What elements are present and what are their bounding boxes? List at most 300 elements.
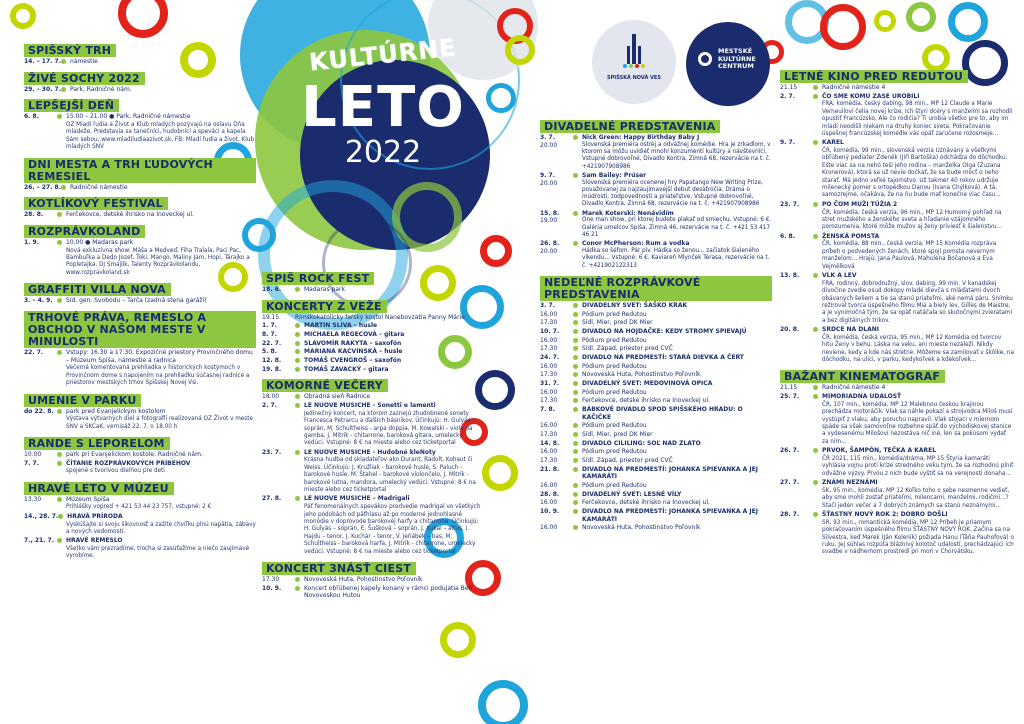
event-row bbox=[540, 134, 772, 171]
film-date: 27. 7. bbox=[780, 479, 800, 487]
bullet-dot bbox=[573, 441, 578, 446]
event-text: TOMÁŠ CVENGROŠ – saxofón bbox=[304, 357, 402, 365]
film-date: 13. 8. bbox=[780, 272, 800, 280]
bullet-dot bbox=[813, 512, 818, 517]
event-text: 15.00 – 21.00 ● Park, Radničné námestie bbox=[66, 113, 191, 121]
event-row bbox=[262, 340, 484, 348]
event-text: Madaras park bbox=[304, 286, 345, 293]
event-date: 14., 28. 7. bbox=[24, 512, 59, 520]
venue-time: 21.15 bbox=[780, 84, 798, 91]
event-row bbox=[24, 537, 256, 545]
bullet-dot bbox=[573, 492, 578, 497]
section-heading: KONCERT 3NÁSŤ CIEST bbox=[262, 562, 416, 575]
event-venue-row bbox=[540, 524, 772, 532]
film-title: KAREL bbox=[822, 139, 844, 147]
title-kulturne: KULTÚRNE bbox=[307, 33, 458, 77]
event-row bbox=[24, 58, 256, 66]
section bbox=[262, 300, 484, 374]
bullet-dot bbox=[295, 586, 300, 591]
event-date: 7., 21. 7. bbox=[24, 537, 54, 545]
section-heading: TRHOVÉ PRÁVA, REMESLO A OBCHOD V NAŠOM MESTE V MINULOSTI bbox=[24, 311, 256, 348]
event-text: Rímskokatolícky farský kostol Nanebovzatia Panny Márie bbox=[295, 313, 465, 321]
event-description: One man show, pri ktorej budete plakať od smiechu. Vstupné: 6 €. Galéria umelcov Spiša, Zimná 46, rezervácie na t. č. +421 53 417 46 21 bbox=[582, 217, 772, 238]
event-row bbox=[262, 495, 484, 503]
event-date: 2. 7. bbox=[262, 402, 277, 410]
event-row bbox=[24, 297, 256, 305]
venue-name: Pódium pred Redutou bbox=[582, 336, 647, 344]
event-body bbox=[582, 134, 772, 171]
bullet-dot bbox=[573, 390, 578, 395]
event-date: 14. 8. bbox=[540, 439, 560, 447]
film-description: SK, 95 min., komédia, MP 12 Koľko toho o sebe nesmenne vedieť, aby sme mohli zostať priateľmi, milencami, manželmi, rodičmi...? Stačí jeden večer a 7 dobrých známych sa stanú neznámymi... bbox=[822, 487, 1010, 509]
film-date: 2. 7. bbox=[780, 92, 795, 100]
film-description: SR, 93 min., romantická komédia, MP 12 Príbeh je priamym pokračovaním úspešného filmu ŠŤASTNÝ NOVÝ ROK. Začína sa na Silvestra, keď Marek (Ján Koleník) požiada Hanu (Táňa Pauhofová) o ruku. Jej súhlas rozpúta bláznivý kolotoč udalostí, prechádzajúci ich svadbe v nádhernom prostredí pri mori v Chorvátsku. bbox=[822, 519, 1014, 556]
event-row bbox=[262, 449, 484, 457]
event-date: 28. 8. bbox=[24, 211, 44, 219]
section bbox=[262, 379, 484, 556]
film-title: ŠŤASTNÝ NOVÝ ROK 2: DOBRO DOŠLI bbox=[822, 511, 948, 519]
section bbox=[24, 437, 256, 476]
event-text: Vstupy: 16.30 a 17.30, Expozičné priestory Provinčného domu – Múzeum Spiša, námestie a radnica bbox=[66, 348, 253, 364]
event-title: Conor McPherson: Rum a vodka bbox=[582, 240, 690, 248]
venue-name: Sídl. Mier, pred DK Mier bbox=[582, 319, 653, 327]
venue-time: 16.00 bbox=[540, 422, 558, 430]
bullet-dot bbox=[295, 323, 300, 328]
section-description: Nová exkluzívna show: Máša a Medveď, Fiha Tralala, Paci Pac, Bambuľka a Dedo Jozef, Ťoki, Mango, Maliny Jam, Hopi, Tárajko a Popletajka, DJ Smajlík, Talenty Rozprávkolandu, www.rozpravkoland.sk bbox=[66, 247, 250, 276]
event-text: Ferčekovce, detské ihrisko na Inoveckej ul. bbox=[66, 211, 194, 219]
section-heading: LETNÉ KINO PRED REDUTOU bbox=[780, 70, 968, 83]
event-venue-row bbox=[540, 371, 772, 379]
bullet-dot bbox=[573, 135, 578, 140]
event-description: Jedinečný koncert, na ktorom zaznejú zhudobnené sonety Francesca Petrarcu a ďalších básnikov. Účinkujú: H. Gulyás – soprán, M. Schultheiss - arpa doppia, M. Kowalski - viola da gamba, J. Mitrík - chitarrone, baroková gitara, umelecký vedúci. Vstupné: 8 € na mieste alebo cez ticketportal bbox=[304, 410, 476, 447]
event-row bbox=[24, 460, 256, 468]
event-text: LE NUOVE MUSICHE - Hudobné kleNoty bbox=[304, 448, 436, 456]
venue-name: Pódium pred Redutou bbox=[582, 481, 647, 489]
bullet-dot bbox=[295, 349, 300, 354]
section bbox=[24, 99, 256, 151]
section bbox=[780, 370, 1014, 556]
section bbox=[780, 70, 1014, 364]
film-description: ČR 2021, 115 min., komédia/dráma, MP 15 Štyria kamaráti vyhlásia vojnu proti kríze stredného veku tým, že sa rozhodnú plniť odvážne výzvy. Prvou z nich bude vyštiť sa na verejnosti donaha... bbox=[822, 455, 1014, 477]
bullet-dot bbox=[295, 367, 300, 372]
film-date: 25. 7. bbox=[780, 393, 800, 401]
section-description: spojené s tvorivou dielňou pre deti bbox=[66, 468, 165, 475]
event-date: 3. 7. bbox=[540, 134, 555, 141]
event-text: Síd. gen. Svobodu – Tarča (zadná stena garáží) bbox=[66, 297, 207, 305]
bullet-dot bbox=[573, 346, 578, 351]
venue-time: 16.00 bbox=[540, 362, 558, 370]
title-leto: LETO bbox=[301, 74, 465, 140]
bullet-dot bbox=[57, 538, 62, 543]
bullet-dot bbox=[573, 211, 578, 216]
event-venue-row bbox=[540, 337, 772, 345]
bullet-dot bbox=[573, 338, 578, 343]
event-text: SLAVOMÍR RAKYTA – saxofón bbox=[304, 339, 402, 347]
event-row bbox=[262, 576, 484, 584]
bullet-dot bbox=[61, 59, 66, 64]
bullet-dot bbox=[295, 577, 300, 582]
film-row bbox=[780, 233, 1014, 241]
bullet-dot bbox=[573, 525, 578, 530]
column-left bbox=[24, 44, 256, 567]
bullet-dot bbox=[573, 467, 578, 472]
event-text: HRAVÉ REMESLO bbox=[66, 537, 123, 545]
section bbox=[24, 394, 256, 431]
venue-name: Pódium pred Redutou bbox=[582, 422, 647, 430]
bullet-dot bbox=[573, 407, 578, 412]
deco-circle bbox=[505, 35, 535, 65]
event-date: 1. 9. bbox=[24, 238, 39, 246]
film-date: 23. 7. bbox=[780, 200, 800, 208]
deco-circle bbox=[906, 2, 936, 32]
section-heading: RANDE S LEPORELOM bbox=[24, 437, 170, 450]
event-text: Park, Radničné nám. bbox=[69, 85, 132, 93]
event-row bbox=[262, 331, 484, 339]
film-description: ČR, komédia, 99 min., slovenská verzia Uznávaný a všetkými obľúbený pediater Zdeněk (Jiří Bartoška) odchádza do dôchodku. Ešte viac sa na neho teší jeho rodina – manželka Olga (Zuzana Kronerová), ktorá sa už nevie dočkať, že sa bude môcť o neho starať. Má jedno veľké tajomstvo. Už takmer 40 rokov udržuje milenecký pomer s ortopédkou Danou (Ivana Chýlková). A tá, samozrejme, očakáva, že na ňu bude mať konečne viac času... bbox=[822, 148, 1008, 199]
bullet-dot bbox=[573, 303, 578, 308]
venue-time: 16.00 bbox=[540, 524, 558, 532]
event-row bbox=[262, 348, 484, 356]
bullet-dot bbox=[295, 332, 300, 337]
event-row bbox=[24, 349, 256, 364]
event-row bbox=[262, 585, 484, 600]
bullet-dot bbox=[573, 500, 578, 505]
event-venue-row bbox=[540, 482, 772, 490]
event-text: park pri Evanjelickom kostole, Radničné nám. bbox=[66, 451, 203, 458]
deco-circle bbox=[482, 455, 518, 491]
event-row bbox=[24, 211, 256, 219]
mkc-line2: KULTÚRNE bbox=[718, 54, 756, 63]
venue-name: Sídl. Západ, priestor pred CVČ bbox=[582, 456, 673, 464]
venue-name: Novoveská Huta, Pohostinstvo Poľovník bbox=[582, 524, 701, 532]
event-body bbox=[582, 172, 772, 209]
film-date: 9. 7. bbox=[780, 139, 795, 147]
event-venue-row bbox=[540, 363, 772, 371]
event-venue-row bbox=[540, 499, 772, 507]
bullet-dot bbox=[295, 341, 300, 346]
bullet-dot bbox=[57, 114, 62, 119]
bullet-dot bbox=[57, 452, 62, 457]
event-text: TOMÁŠ ZAVACKÝ – gitara bbox=[304, 365, 389, 373]
event-row bbox=[262, 286, 484, 294]
film-description: ČR, 107 min., komédia, MP 12 Malebnou českou krajinou prechádza motoráčik. Vlak sa náhle pokazí a strojvodca Miloš musí vystúpiť z vlaku, aby poruchu napravil. Vlak stojaci v miernom spáde sa však samovoľne rozbehne späť do východiskovej stanice a vydesenému Milošovi nezostáva nič iné, len sa pokúsom vydať za ním... bbox=[822, 401, 1013, 445]
bullet-dot bbox=[573, 320, 578, 325]
event-date: do 22. 8. bbox=[24, 407, 54, 415]
event-venue-row bbox=[540, 431, 772, 439]
venue-time: 17.30 bbox=[540, 371, 558, 379]
bullet-dot bbox=[57, 409, 62, 414]
bullet-dot bbox=[573, 381, 578, 386]
section bbox=[24, 283, 256, 305]
deco-circle bbox=[922, 44, 950, 72]
bullet-dot bbox=[813, 394, 818, 399]
section bbox=[262, 562, 484, 600]
bullet-dot bbox=[813, 94, 818, 99]
section-heading: KOMORNÉ VEČERY bbox=[262, 379, 388, 392]
section-heading: ŽIVÉ SOCHY 2022 bbox=[24, 72, 145, 85]
bullet-dot bbox=[813, 202, 818, 207]
section-heading: NEDEĽNÉ ROZPRÁVKOVÉ PREDSTAVENIA bbox=[540, 276, 772, 301]
deco-circle bbox=[478, 680, 528, 724]
event-date: 22. 7. bbox=[262, 339, 282, 347]
event-text: LE NUOVE MUSICHE - Sonetti e lamenti bbox=[304, 402, 436, 410]
section bbox=[24, 311, 256, 388]
deco-circle bbox=[10, 3, 36, 29]
event-venue-row bbox=[540, 457, 772, 465]
event-row bbox=[540, 440, 772, 448]
section-heading: KOTLÍKOVÝ FESTIVAL bbox=[24, 197, 168, 210]
bullet-dot bbox=[295, 403, 300, 408]
bullet-dot bbox=[573, 312, 578, 317]
section-heading: HRAVÉ LETO V MÚZEU bbox=[24, 482, 174, 495]
film-description: ČR, komédia, česká verzia, 95 min., MP 12 Komédia od tvorcov hitu Ženy v behu. Láska na veku, ani mieste nezáleží. Nikdy neviene, kedy a kde nás stretne. Môžeme sa zamilovať v škôlke, na dôchodku, na ulici, v parku, kedykoľvek a kdekoľvek... bbox=[822, 334, 1014, 364]
section bbox=[24, 197, 256, 219]
event-venue-row bbox=[540, 345, 772, 353]
bullet-dot bbox=[573, 355, 578, 360]
event-date: 10. 9. bbox=[262, 584, 282, 592]
venue-time: 16.00 bbox=[540, 499, 558, 507]
event-title: DIVADLO NA HOJDAČKE: KEDY STROMY SPIEVAJÚ bbox=[582, 327, 747, 335]
event-row bbox=[262, 357, 484, 365]
deco-circle bbox=[480, 235, 512, 267]
venue-name: Radničné námestie 4 bbox=[822, 384, 886, 392]
venue-name: Sídl. Západ, priestor pred CVČ bbox=[582, 345, 673, 353]
film-row bbox=[780, 139, 1014, 147]
mkc-logo-icon bbox=[698, 52, 712, 66]
event-time: 19.00 bbox=[540, 217, 558, 225]
bullet-dot bbox=[57, 298, 62, 303]
event-datetime bbox=[540, 240, 573, 255]
bullet-dot bbox=[57, 461, 62, 466]
bullet-dot bbox=[57, 240, 62, 245]
event-datetime bbox=[540, 172, 573, 187]
event-description: Všetko vám prezradíme, trocha si zasúťažíme a niečo zaujímavé vyrobíme. bbox=[66, 545, 250, 560]
event-row bbox=[24, 86, 256, 94]
event-text: Radničné námestie bbox=[69, 183, 128, 191]
event-description: Päť fenomenálnych spevákov predvedie madrigal vo všetkých jeho podobách od päťhlasu až po moderné jednohlasné monódie v doprovode barokovej harfy a chitarrone. Účinkujú: H. Gulyás – soprán, E. Šušková – soprán, J. Kukal – altus, I. Hajdu – tenor, J. Kuchár – tenor, V. Jeňábek – bas, M. Schultheiss - baroková harfa, J. Mitrík - chitarrone, umelecký vedúci. Vstupné: 8 € na mieste alebo cez ticketportal bbox=[304, 504, 481, 555]
bullet-dot bbox=[295, 358, 300, 363]
event-date: 26. – 27. 8. bbox=[24, 183, 61, 191]
event-body bbox=[582, 210, 772, 240]
section-heading: SPIŠSKÝ TRH bbox=[24, 44, 116, 57]
venue-time: 17.30 bbox=[540, 345, 558, 353]
film-date: 20. 8. bbox=[780, 326, 800, 334]
venue-name: Sídl. Mier, pred DK Mier bbox=[582, 430, 653, 438]
section-heading: ROZPRÁVKOLAND bbox=[24, 225, 145, 238]
film-row bbox=[780, 511, 1014, 519]
film-title: ZNÁMI NEZNÁMI bbox=[822, 479, 878, 487]
event-datetime bbox=[540, 210, 573, 225]
event-title: BÁBKOVÉ DIVADLO SPOD SPIŠSKÉHO HRADU: O KAČIČKE bbox=[582, 405, 743, 421]
section-heading: DNI MESTA A TRH ĽUDOVÝCH REMESIEL bbox=[24, 158, 256, 183]
bullet-dot bbox=[573, 329, 578, 334]
film-title: ČO SME KOMU ZASE UROBILI bbox=[822, 92, 920, 100]
event-date: 6. 8. bbox=[24, 113, 39, 121]
event-venue-row bbox=[540, 422, 772, 430]
event-title: DIVADELNÝ SVET: MEDOVINOVÁ OPICA bbox=[582, 379, 713, 387]
bullet-dot bbox=[58, 514, 63, 519]
venue-name: Pódium pred Redutou bbox=[582, 310, 647, 318]
event-row bbox=[262, 393, 484, 401]
event-row bbox=[540, 354, 772, 362]
event-date: 5. 8. bbox=[262, 348, 277, 356]
film-title: ŽENSKÁ POMSTA bbox=[822, 232, 880, 240]
section bbox=[24, 44, 256, 66]
event-date: 21. 8. bbox=[540, 465, 560, 473]
film-row bbox=[780, 393, 1014, 401]
bullet-dot bbox=[295, 496, 300, 501]
venue-time: 16.00 bbox=[540, 388, 558, 396]
event-description: Krásna hudba od skladateľov ako Durant, Radolt, Kohaut či Weiss. Účinkujú: J. Kružliak - barokové husle, S. Paluch - barokové husle, M. Štahel - barokové violončelo, J. Mitrík - barokové lutna, mandora, umelecký vedúci. Vstupné: 8 € na mieste alebo cez ticketportal bbox=[304, 457, 476, 494]
section-description: Prihlášky vopred + 421 53 44 23 757, vstupné: 2 € bbox=[66, 504, 212, 511]
event-row bbox=[540, 210, 772, 240]
film-row bbox=[780, 447, 1014, 455]
bullet-dot bbox=[573, 372, 578, 377]
event-time: 20.00 bbox=[540, 179, 558, 187]
event-text: 10.00 ● Madaras park bbox=[66, 238, 134, 246]
event-date: 19.15 bbox=[262, 313, 280, 321]
bullet-dot bbox=[813, 140, 818, 145]
bullet-dot bbox=[573, 449, 578, 454]
bullet-dot bbox=[813, 234, 818, 239]
event-title: Nick Green: Happy Birthday Baby J bbox=[582, 134, 700, 141]
event-text: Obradná sieň Radnice bbox=[304, 393, 371, 401]
section bbox=[262, 272, 484, 294]
venue-row bbox=[780, 84, 1014, 92]
event-text: námestie bbox=[69, 58, 98, 65]
event-title: DIVADLO NA PREDMESTÍ: JOHANKA SPIEVANKA A JEJ KAMARÁTI bbox=[582, 465, 758, 481]
venue-time: 17.30 bbox=[540, 456, 558, 464]
film-description: FRA, rodinný, dobrodružný, slov. dabing, 99 min. V kanadskej divočine zvedie osud dokopy mladé dievča s mláďatami dvoch obávaných šeliem a tie sa stanú priateľmi, aké nemá páru. Snímku režíroval tvorca úspešného filmu Mia a biely lev, Gilles de Maistre, a je vynimočná tým, že sa opäť natáčala so skutočnými zvieratami a bez digitálnych trikov. bbox=[822, 280, 1013, 324]
event-row bbox=[540, 508, 772, 523]
event-date: 18.00 bbox=[262, 393, 280, 401]
event-date: 10. 7. bbox=[540, 327, 560, 335]
deco-circle bbox=[820, 4, 866, 50]
column-right bbox=[780, 70, 1014, 563]
venue-name: Pódium pred Redutou bbox=[582, 388, 647, 396]
event-row bbox=[262, 366, 484, 374]
event-row bbox=[540, 302, 772, 310]
event-time: 20.00 bbox=[540, 247, 558, 255]
event-date: 19. 8. bbox=[262, 365, 282, 373]
event-row bbox=[24, 113, 256, 121]
event-row bbox=[540, 240, 772, 270]
bullet-dot bbox=[813, 385, 818, 390]
section-heading: DIVADELNÉ PREDSTAVENIA bbox=[540, 120, 720, 133]
event-date: 7. 7. bbox=[24, 459, 39, 467]
event-date: 3. 7. bbox=[540, 301, 555, 309]
bullet-dot bbox=[573, 432, 578, 437]
venue-name: Ferčekovce, detské ihrisko na Inoveckej ul. bbox=[582, 397, 710, 405]
event-description: Vyskúšajte si svoju šikovnosť a zažite chvíľku plnú napätia, zábavy a nových vedomostí. bbox=[66, 521, 256, 535]
event-date: 12. 8. bbox=[262, 357, 282, 365]
event-row bbox=[24, 513, 256, 521]
event-date: 9. 7. bbox=[540, 171, 555, 179]
column-center-left bbox=[262, 272, 484, 606]
venue-name: Ferčekovce, detské ihrisko na Inoveckej ul. bbox=[582, 499, 710, 507]
event-date: 17.30 bbox=[262, 575, 280, 583]
event-text: ČÍTANIE ROZPRÁVKOVÝCH PRÍBEHOV bbox=[66, 459, 191, 467]
event-title: DIVADELNÝ SVET: LESNÉ VÍLY bbox=[582, 490, 682, 498]
mkc-logo bbox=[686, 22, 770, 106]
event-title: DIVADLO NA PREDMESTÍ: JOHANKA SPIEVANKA A JEJ KAMARÁTI bbox=[582, 507, 758, 523]
event-venue-row bbox=[540, 319, 772, 327]
mkc-line3: CENTRUM bbox=[718, 62, 754, 70]
event-date: 3. – 4. 9. bbox=[24, 297, 53, 305]
event-row bbox=[24, 496, 256, 504]
event-row bbox=[24, 184, 256, 192]
section-heading: BAŽANT KINEMATOGRAF bbox=[780, 370, 945, 383]
venue-time: 16.00 bbox=[540, 336, 558, 344]
venue-time: 21.15 bbox=[780, 384, 798, 392]
venue-time: 16.00 bbox=[540, 448, 558, 456]
event-title: Marek Koterski: Nenávidím bbox=[582, 209, 674, 217]
bullet-dot bbox=[573, 398, 578, 403]
section bbox=[24, 225, 256, 277]
event-time: 20.00 bbox=[540, 141, 558, 149]
event-title: DIVADELNÝ SVET: ŠAŠKO KRAK bbox=[582, 301, 688, 309]
event-description: Hádka so šéfom. Pár pív. Hádka so ženou... začiatok šialeného víkendu... Vstupné: 6 €. Kaviareň Mlynček Terasa, rezervácie na t. č. +421902122313 bbox=[582, 247, 770, 269]
bullet-dot bbox=[295, 450, 300, 455]
event-description: Slovenská premiéra ocenenej hry Papatango New Writing Prize, považovanej za najzaujímavejší debut desaťročia. Dráma o múdrosti, zodpovednosti a priateľstve. Vstupné dobrovoľné, Divadlo Kontra, Zimná 68, rezervácie na t. č. +421907908986 bbox=[582, 179, 763, 208]
city-emblem-icon bbox=[619, 32, 649, 72]
film-row bbox=[780, 326, 1014, 334]
bullet-dot bbox=[573, 173, 578, 178]
film-date: 26. 7. bbox=[780, 447, 800, 455]
bullet-dot bbox=[61, 185, 66, 190]
film-row bbox=[780, 201, 1014, 209]
event-date: 27. 8. bbox=[262, 495, 282, 503]
section-heading: UMENIE V PARKU bbox=[24, 394, 141, 407]
venue-time: 17.30 bbox=[540, 319, 558, 327]
event-date: 24. 7. bbox=[540, 353, 560, 361]
event-description: Slovenská premiéra ostrej a odvážnej komédie. Hra je zrkadlom, v ktorom sa môžu uvidieť mnohí konzumenti kultúry a návštevníci. Vstupné dobrovoľné, Divadlo Kontra, Zimná 68, rezervácie na t. č. +421907908986 bbox=[582, 141, 771, 170]
event-venue-row bbox=[540, 311, 772, 319]
deco-circle bbox=[948, 2, 988, 42]
section bbox=[540, 120, 772, 270]
bullet-dot bbox=[813, 480, 818, 485]
deco-circle bbox=[118, 0, 168, 38]
event-date: 31. 7. bbox=[540, 379, 560, 387]
film-row bbox=[780, 479, 1014, 487]
title-year: 2022 bbox=[344, 134, 422, 170]
event-row bbox=[24, 239, 256, 247]
venue-name: Novoveská Huta, Pohostinstvo Poľovník bbox=[582, 371, 701, 379]
event-venue-row bbox=[540, 448, 772, 456]
event-row bbox=[540, 380, 772, 388]
event-text: LE NUOVE MUSICHE – Madrigali bbox=[304, 495, 410, 503]
event-venue-row bbox=[540, 397, 772, 405]
section-heading: GRAFFITI VILLA NOVA bbox=[24, 283, 171, 296]
event-date: 28. 8. bbox=[540, 490, 560, 498]
event-row bbox=[540, 328, 772, 336]
event-date: 22. 7. bbox=[24, 348, 44, 356]
event-row bbox=[24, 451, 256, 459]
event-date: 1. 7. bbox=[262, 322, 277, 330]
event-date: 18. 6. bbox=[262, 286, 282, 293]
event-text: MICHAELA REGECOVÁ – gitara bbox=[304, 331, 405, 339]
event-title: Sam Bailey: Prúser bbox=[582, 171, 647, 179]
bullet-dot bbox=[57, 497, 62, 502]
bullet-dot bbox=[295, 394, 300, 399]
bullet-dot bbox=[813, 85, 818, 90]
section-heading: LEPŠEJŠÍ DEŇ bbox=[24, 99, 119, 112]
film-date: 6. 8. bbox=[780, 232, 795, 240]
event-row bbox=[262, 314, 484, 322]
section-description: OZ Miadí ľudia a Život a Klub mladých pozývajú na oslavu Dňa mladeže. Predstavia sa tanečníci, hudobníci a speváci a kapela Sám sebou, www.mladiludiaazivot.sk, FB: Mladí ľudia a život, Klub mladých SNV bbox=[66, 122, 255, 151]
section bbox=[24, 482, 256, 561]
bullet-dot bbox=[573, 423, 578, 428]
